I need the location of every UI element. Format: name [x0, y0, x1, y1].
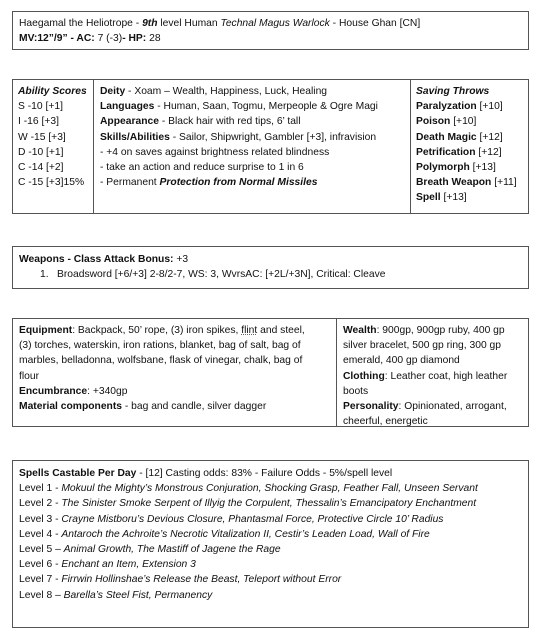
wealth-line: emerald, 400 gp diamond: [343, 355, 460, 367]
mv-value: 12”/9”: [37, 33, 68, 45]
spell-list: Mokuul the Mighty’s Monstrous Conjuration, Shocking Grasp, Feather Fall, Unseen Servant: [61, 483, 478, 495]
ability-score: C -15 [+3]15%: [18, 177, 85, 189]
personality-line: cheerful, energetic: [343, 416, 428, 428]
spell-list: Barella’s Steel Fist, Permanency: [63, 589, 213, 601]
weapon-text: Broadsword [+6/+3] 2-8/2-7, WS: 3, WvrsAC: [+2L/+3N], Critical: Cleave: [57, 269, 386, 281]
spell-list: Crayne Mistboru’s Devious Closure, Phantasmal Force, Protective Circle 10’ Radius: [61, 513, 444, 525]
character-stats: [19, 31, 522, 46]
equipment-label: Equipment: [19, 325, 73, 336]
material-components-value: - bag and candle, silver dagger: [122, 401, 267, 413]
saving-throw: Poison [+10]: [416, 116, 477, 128]
character-race: level Human: [157, 18, 221, 29]
ability-score: C -14 [+2]: [18, 162, 64, 174]
ability-bullet: - +4 on saves against brightness related blindness: [100, 146, 330, 158]
spell-level-row: Level 6 - Enchant an Item, Extension 3: [19, 559, 196, 571]
ac-value: 7 (-3): [94, 33, 123, 45]
abilities-box: [12, 79, 529, 214]
clothing-line: boots: [343, 385, 369, 397]
ability-score: D -10 [+1]: [18, 146, 64, 158]
character-name: Haegamal the Heliotrope -: [19, 18, 143, 29]
appearance-label: Appearance: [100, 116, 159, 128]
skills-label: Skills/Abilities: [100, 131, 170, 143]
weapon-item: [19, 267, 522, 282]
wealth-column: Wealth: 900gp, 900gp ruby, 400 gp silver bracelet, 500 gp ring, 300 gp emerald, 400 gp diamond Clothing: Leather coat, high leather boots Personality: Opinionated, arrogant, cheerful, energetic: [336, 319, 528, 426]
weapons-box: [12, 246, 529, 289]
weapons-title: Weapons - Class Attack Bonus:: [19, 254, 174, 265]
attack-bonus: +3: [173, 254, 189, 265]
deity-label: Deity: [100, 86, 126, 97]
hp-label: - HP:: [122, 33, 147, 45]
ability-scores-title: Ability Scores: [18, 86, 87, 97]
encumbrance-label: Encumbrance: [19, 385, 88, 397]
spells-summary: - [12] Casting odds: 83% - Failure Odds - 5%/spell level: [136, 468, 393, 479]
appearance-value: - Black hair with red tips, 6’ tall: [158, 116, 301, 128]
hp-value: 28: [146, 33, 161, 45]
equipment-column: Equipment: Backpack, 50’ rope, (3) iron spikes, flint and steel, (3) torches, waterskin, iron rations, blanket, bag of salt, bag of marbles, belladonna, wolfsbane, flask of vinegar, chalk, bag of flour Encumbrance: +340gp Material components - bag and candle, silver dagger: [13, 319, 336, 426]
deity-value: - Xoam – Wealth, Happiness, Luck, Healing: [125, 86, 328, 97]
mv-label: MV:: [19, 33, 38, 45]
saving-throws-title: Saving Throws: [416, 86, 490, 97]
encumbrance-value: : +340gp: [87, 385, 128, 397]
saving-throw: Breath Weapon [+11]: [416, 177, 517, 189]
wealth-label: Wealth: [343, 325, 377, 336]
spell-level-row: Level 8 – Barella’s Steel Fist, Permanency: [19, 589, 213, 601]
spell-list: Firrwin Hollinshae’s Release the Beast, Teleport without Error: [61, 574, 342, 586]
flint-word: flint: [241, 325, 258, 336]
languages-label: Languages: [100, 101, 155, 113]
clothing-label: Clothing: [343, 370, 385, 382]
saving-throw: Death Magic [+12]: [416, 131, 503, 143]
spell-list: Enchant an Item, Extension 3: [61, 559, 196, 571]
saving-throws-column: [410, 80, 528, 213]
ability-bullet: - Permanent Protection from Normal Missiles: [100, 177, 318, 189]
protection-spell: Protection from Normal Missiles: [159, 177, 318, 189]
spell-level-row: Level 3 - Crayne Mistboru’s Devious Closure, Phantasmal Force, Protective Circle 10’ Radius: [19, 513, 444, 525]
spell-level-row: Level 2 - The Sinister Smoke Serpent of Illyig the Corpulent, Thessalin’s Emancipatory Enchantment: [19, 498, 477, 510]
character-house: - House Ghan [CN]: [329, 18, 421, 29]
ability-scores-column: [13, 80, 93, 213]
ability-score: W -15 [+3]: [18, 131, 66, 143]
saving-throw: Spell [+13]: [416, 192, 467, 204]
spell-level-row: Level 4 - Antaroch the Achroite’s Necrotic Vitalization II, Cestir’s Leaden Load, Wall of Fire: [19, 528, 430, 540]
saving-throw: Paralyzation [+10]: [416, 101, 503, 113]
ac-label: - AC:: [67, 33, 95, 45]
spell-list: Antaroch the Achroite’s Necrotic Vitalization II, Cestir’s Leaden Load, Wall of Fire: [61, 528, 430, 540]
weapon-number: 1.: [40, 269, 49, 281]
spell-level-row: Level 7 - Firrwin Hollinshae’s Release the Beast, Teleport without Error: [19, 574, 342, 586]
saving-throw: Petrification [+12]: [416, 146, 502, 158]
ability-score: I -16 [+3]: [18, 116, 59, 128]
ability-bullet: - take an action and reduce surprise to 1 in 6: [100, 162, 304, 174]
languages-value: - Human, Saan, Togmu, Merpeople & Ogre Magi: [154, 101, 378, 113]
character-level: 9th: [142, 18, 158, 29]
skills-value: - Sailor, Shipwright, Gambler [+3], infravision: [169, 131, 377, 143]
spell-list: The Sinister Smoke Serpent of Illyig the Corpulent, Thessalin’s Emancipatory Enchantment: [61, 498, 477, 510]
traits-column: [93, 80, 410, 213]
spell-level-row: Level 1 - Mokuul the Mighty’s Monstrous Conjuration, Shocking Grasp, Feather Fall, Unseen Servant: [19, 483, 478, 495]
ability-score: S -10 [+1]: [18, 101, 63, 113]
equipment-box: [12, 318, 529, 427]
header-box: [12, 11, 529, 50]
character-title: [19, 16, 522, 31]
spell-level-row: Level 5 – Animal Growth, The Mastiff of Jagene the Rage: [19, 544, 281, 556]
spells-title: Spells Castable Per Day: [19, 468, 137, 479]
personality-label: Personality: [343, 401, 399, 413]
saving-throw: Polymorph [+13]: [416, 162, 496, 174]
material-components-label: Material components: [19, 401, 122, 413]
spell-list: Animal Growth, The Mastiff of Jagene the Rage: [63, 544, 281, 556]
equipment-line: (3) torches, waterskin, iron rations, blanket, bag of salt, bag of: [19, 340, 301, 352]
equipment-line: flour: [19, 370, 40, 382]
character-class: Technal Magus Warlock: [220, 18, 330, 29]
equipment-line: marbles, belladonna, wolfsbane, flask of vinegar, chalk, bag of: [19, 355, 303, 367]
wealth-line: silver bracelet, 500 gp ring, 300 gp: [343, 340, 501, 352]
spells-box: [12, 460, 529, 628]
